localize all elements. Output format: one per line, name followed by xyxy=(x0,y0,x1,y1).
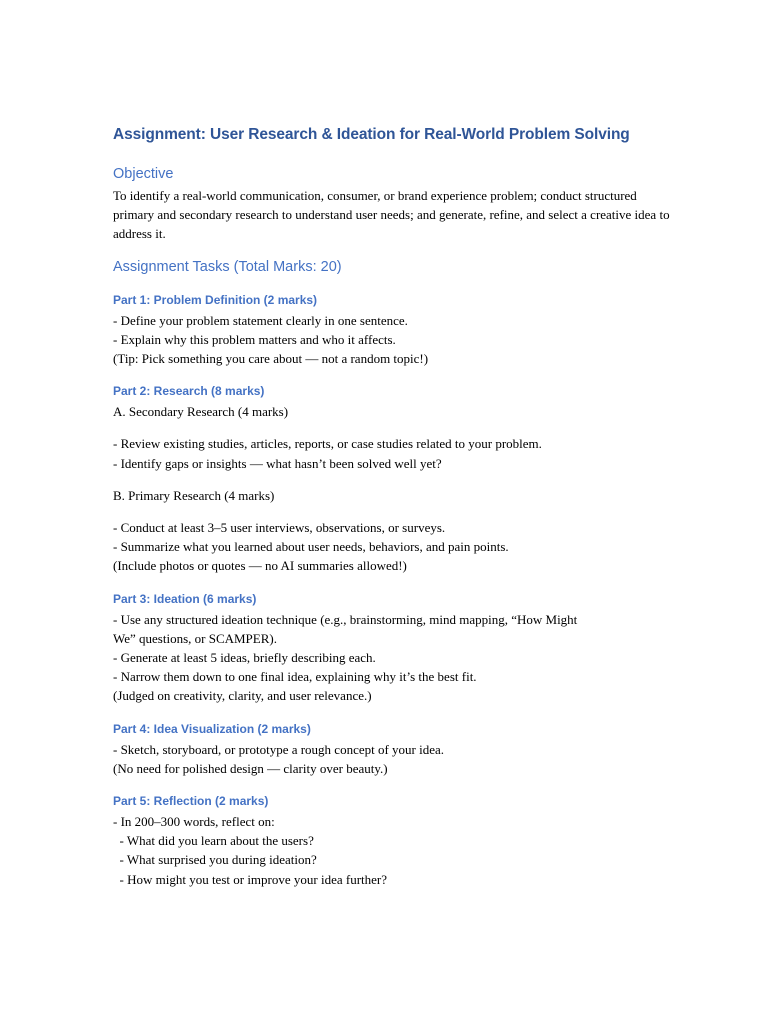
part-3-line: - Narrow them down to one final idea, explaining why it’s the best fit. xyxy=(113,669,477,685)
part-2-line: - Review existing studies, articles, reports, or case studies related to your problem. xyxy=(113,436,542,452)
tasks-heading: Assignment Tasks (Total Marks: 20) xyxy=(113,258,342,275)
part-4-line: (No need for polished design — clarity over beauty.) xyxy=(113,760,388,776)
primary-research-label: B. Primary Research (4 marks) xyxy=(113,487,275,503)
document-page xyxy=(113,124,673,889)
part-2-line: - Identify gaps or insights — what hasn’t been solved well yet? xyxy=(113,455,442,471)
part-2-line: - Summarize what you learned about user needs, behaviors, and pain points. xyxy=(113,539,509,555)
part-1-line: - Define your problem statement clearly in one sentence. xyxy=(113,312,408,328)
part-4-section xyxy=(113,720,673,778)
part-5-section xyxy=(113,792,673,889)
part-4-line: - Sketch, storyboard, or prototype a rough concept of your idea. xyxy=(113,741,445,757)
part-3-line: - Use any structured ideation technique (e.g., brainstorming, mind mapping, “How Might xyxy=(113,611,578,627)
part-5-line: - How might you test or improve your idea further? xyxy=(113,871,388,887)
part-3-line: We” questions, or SCAMPER). xyxy=(113,630,277,646)
part-5-line: - What surprised you during ideation? xyxy=(113,852,317,868)
part-1-section xyxy=(113,291,673,369)
objective-text: To identify a real-world communication, consumer, or brand experience problem; conduct structured primary and secondary research to understand user needs; and generate, refine, and select a creative idea to address it. xyxy=(113,188,670,242)
part-3-line: (Judged on creativity, clarity, and user relevance.) xyxy=(113,688,372,704)
objective-heading: Objective xyxy=(113,166,174,182)
part-2-heading: Part 2: Research (8 marks) xyxy=(113,384,265,399)
part-1-heading: Part 1: Problem Definition (2 marks) xyxy=(113,292,318,307)
part-3-heading: Part 3: Ideation (6 marks) xyxy=(113,591,257,606)
part-1-line: - Explain why this problem matters and who it affects. xyxy=(113,331,396,347)
part-5-heading: Part 5: Reflection (2 marks) xyxy=(113,794,269,809)
part-2-section xyxy=(113,382,673,575)
part-3-line: - Generate at least 5 ideas, briefly describing each. xyxy=(113,650,376,666)
part-2-line: (Include photos or quotes — no AI summaries allowed!) xyxy=(113,558,407,574)
part-2-line: - Conduct at least 3–5 user interviews, observations, or surveys. xyxy=(113,520,446,536)
part-5-line: - In 200–300 words, reflect on: xyxy=(113,814,275,830)
part-5-line: - What did you learn about the users? xyxy=(113,833,314,849)
document-title: Assignment: User Research & Ideation for Real-World Problem Solving xyxy=(113,126,630,143)
part-4-heading: Part 4: Idea Visualization (2 marks) xyxy=(113,721,311,736)
part-3-section xyxy=(113,590,673,706)
secondary-research-label: A. Secondary Research (4 marks) xyxy=(113,404,289,420)
part-1-line: (Tip: Pick something you care about — not a random topic!) xyxy=(113,351,429,367)
